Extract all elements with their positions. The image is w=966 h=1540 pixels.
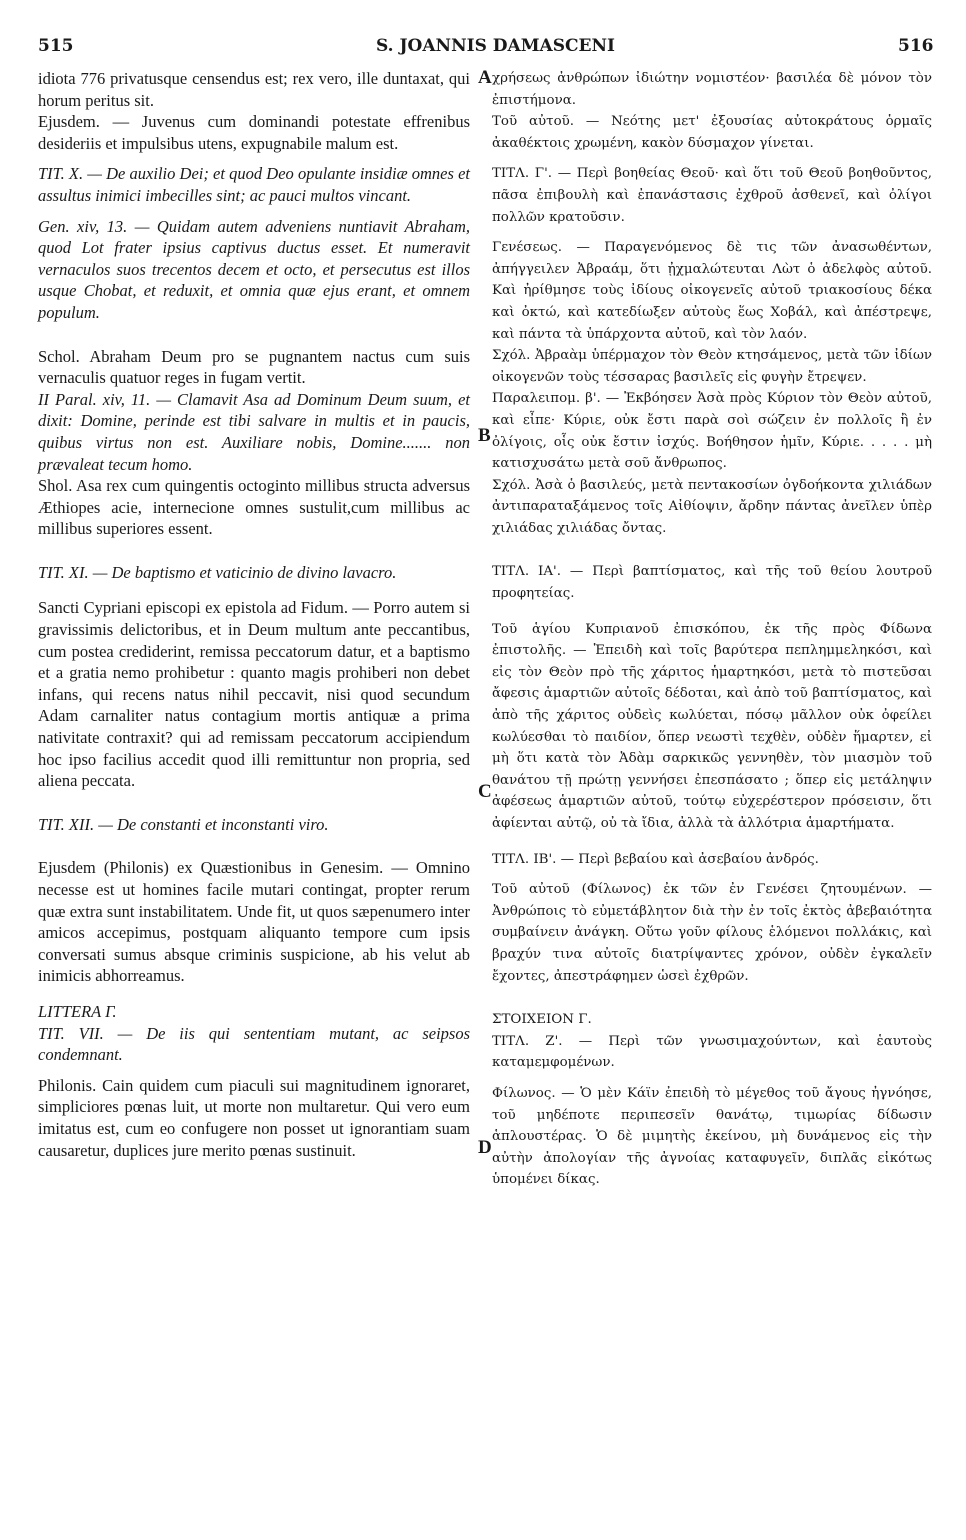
latin-paragraph: Gen. xiv, 13. — Quidam autem adveniens nuntiavit Abraham, quod Lot frater ipsius captivus ductus esset. Et numeravit vernaculos suos trecentos decem et octo, et persecutus est illos usque Chobat, et reduxit, et omnia quæ ejus erant, et omnem populum. bbox=[38, 216, 470, 322]
latin-paragraph: TIT. X. — De auxilio Dei; et quod Deo opulante insidiæ omnes et assultus inimici imbecilles sint; ac pauci multos vincant. bbox=[38, 164, 470, 205]
latin-paragraph: Sancti Cypriani episcopi ex epistola ad Fidum. — Porro autem si gravissimis delictoribus, et in Deum multum ante peccantibus, cum postea crediderint, remissa peccatorum datur, et a baptismo et a gratia nemo prohibetur : quanto magis prohiberi non debet infans, qui recens natus nihil peccavit, nisi quod secundum Adam carnaliter natus contagium mortis antiquæ a prima nativitate contraxit? qui ad remissam peccatorum accipiendum hoc ipso facilius accedit quod illi remittuntur non propria, sed aliena peccata. bbox=[38, 598, 470, 791]
latin-paragraph: LITTERA Γ. bbox=[38, 1001, 117, 1021]
greek-paragraph: ΣΤΟΙΧΕΙΟΝ Γ. bbox=[492, 1012, 592, 1028]
running-title: S. JOANNIS DAMASCENI bbox=[376, 36, 615, 56]
latin-paragraph: TIT. VII. — De iis qui sententiam mutant, ac seipsos condemnant. bbox=[38, 1023, 470, 1065]
margin-letter-a: A bbox=[478, 67, 492, 88]
latin-paragraph: Schol. Abraham Deum pro se pugnantem nactus cum suis vernaculis quatuor reges in fugam vertit. bbox=[38, 346, 470, 388]
greek-paragraph: ΤΙΤΛ. ΙΑ'. — Περὶ βαπτίσματος, καὶ τῆς τοῦ θείου λουτροῦ προφητείας. bbox=[492, 564, 932, 602]
latin-column bbox=[38, 68, 470, 1161]
greek-paragraph: Γενέσεως. — Παραγενόμενος δὲ τις τῶν ἀνασωθέντων, ἀπήγγειλεν Ἀβραάμ, ὅτι ᾐχμαλώτευται Λὼτ ὁ ἀδελφὸς αὐτοῦ. Καὶ ἠρίθμησε τοὺς ἰδίους οἰκογενεῖς αὐτοῦ τριακοσίους δέκα καὶ ὀκτώ, καὶ κατεδίωξεν αὐτοὺς ἕως Χοβάλ, καὶ ἀπέστρεψε, καὶ πάντα τὰ ὑπάρχοντα αὐτοῦ, καὶ τὸν λαόν. bbox=[492, 240, 932, 342]
latin-paragraph: Shol. Asa rex cum quingentis octoginto millibus structa adversus Æthiopes acie, internecione omnes sustulit,cum millibus ac millibus superiores essent. bbox=[38, 476, 470, 539]
greek-paragraph: Φίλωνος. — Ὁ μὲν Κάϊν ἐπειδὴ τὸ μέγεθος τοῦ ἄγους ἠγνόησε, τοῦ μηδέποτε περιπεσεῖν θανάτῳ, τιμωρίας δίδωσιν ἁπλουστέρας. Ὁ δὲ μιμητὴς ἐκείνου, μὴ δυνάμενος εἰς τὴν αὐτὴν ἀπολογίαν τῆς ἀγνοίας καταφυγεῖν, διπλᾶς εἰκότως ὑπομένει δίκας. bbox=[492, 1085, 932, 1188]
margin-letter-c: C bbox=[478, 781, 492, 802]
margin-letter-b: B bbox=[478, 425, 491, 446]
latin-paragraph: Ejusdem (Philonis) ex Quæstionibus in Genesim. — Omnino necesse est ut homines facile mutari contingat, propter rerum quæ extra sunt instabilitatem. Unde fit, ut quos sæpenumero inter amicos accepimus, postquam aliquanto tempore cum ipsis conversati sumus absque criminis suspicione, ab his velut ab inimicis abhorreamus. bbox=[38, 858, 470, 986]
greek-paragraph: Τοῦ αὐτοῦ (Φίλωνος) ἐκ τῶν ἐν Γενέσει ζητουμένων. — Ἀνθρώποις τὸ εὐμετάβλητον διὰ τὴν ἐν τοῖς ἐκτὸς ἀβεβαιότητα συμβαίνειν ἀνάγκη. Οὕτω γοῦν φίλους ἑλόμενοι πολλάκις, καὶ βραχύν τινα αὐτοῖς διατρίψαντες χρόνον, οὐδὲν ἐγκαλεῖν ἔχοντες, ἀπεστράφημεν ὡσεὶ ἐχθρῶν. bbox=[492, 882, 932, 984]
page-number-left: 515 bbox=[38, 36, 74, 56]
latin-paragraph: Philonis. Cain quidem cum piaculi sui magnitudinem ignoraret, simpliciores pœnas luit, ut morte non multaretur. Qui vero eum imitatus est, cum eo confugere non posset ut ignorantiam suam causaretur, duplices jure merito pœnas sustinuit. bbox=[38, 1075, 470, 1160]
greek-paragraph: Παραλειπομ. β'. — Ἐκβόησεν Ἀσὰ πρὸς Κύριον τὸν Θεὸν αὐτοῦ, καὶ εἶπε· Κύριε, οὐκ ἔστι παρὰ σοὶ σώζειν ἐν πολλοῖς ἢ ἐν ὀλίγοις, οἷς οὐκ ἔστιν ἰσχύς. Βοήθησον ἡμῖν, Κύριε. . . . . μὴ κατισχυσάτω μετὰ σοῦ ἄνθρωπος. bbox=[492, 391, 932, 472]
latin-paragraph: II Paral. xiv, 11. — Clamavit Asa ad Dominum Deum suum, et dixit: Domine, perinde est tibi salvare in multis et in paucis, quibus virtus non est. Auxiliare nobis, Domine....... non prævaleat tecum homo. bbox=[38, 389, 470, 474]
latin-paragraph: Ejusdem. — Juvenus cum dominandi potestate effrenibus desideriis et impulsibus utens, expugnabile malum est. bbox=[38, 112, 470, 153]
page-number-right: 516 bbox=[898, 36, 934, 56]
greek-paragraph: Σχόλ. Ἀσὰ ὁ βασιλεύς, μετὰ πεντακοσίων ὀγδοήκοντα χιλιάδων ἀντιπαραταξάμενος τοῖς Αἰθίοψιν, ἄρδην πάντας ἀνεῖλεν ὑπὲρ χιλιάδας χιλιάδας ὄντας. bbox=[492, 477, 932, 536]
greek-paragraph: ΤΙΤΛ. Γ'. — Περὶ βοηθείας Θεοῦ· καὶ ὅτι τοῦ Θεοῦ βοηθοῦντος, πᾶσα ἐπιβουλὴ καὶ ἐπανάστασις ἐχθροῦ ἀσθενεῖ, καὶ ὀλίγοι πολλῶν κρατοῦσιν. bbox=[492, 166, 932, 225]
greek-paragraph: ΤΙΤΛ. ΙΒ'. — Περὶ βεβαίου καὶ ἀσεβαίου ἀνδρός. bbox=[492, 851, 819, 867]
greek-paragraph: Σχόλ. Ἀβραὰμ ὑπέρμαχον τὸν Θεὸν κτησάμενος, μετὰ τῶν ἰδίων οἰκογενῶν τοὺς τέσσαρας βασιλεῖς εἰς φυγὴν ἔτρεψεν. bbox=[492, 348, 932, 385]
greek-paragraph: ΤΙΤΛ. Ζ'. — Περὶ τῶν γνωσιμαχούντων, καὶ ἑαυτοὺς καταμεμφομένων. bbox=[492, 1033, 932, 1071]
greek-column bbox=[492, 68, 932, 1191]
latin-paragraph: TIT. XII. — De constanti et inconstanti viro. bbox=[38, 814, 329, 834]
margin-letter-d: D bbox=[478, 1137, 492, 1158]
greek-paragraph: Τοῦ αὐτοῦ. — Νεότης μετ' ἐξουσίας αὐτοκράτους ὁρμαῖς ἀκαθέκτοις χρωμένη, κακὸν δύσμαχον γίνεται. bbox=[492, 114, 932, 151]
latin-paragraph: TIT. XI. — De baptismo et vaticinio de divino lavacro. bbox=[38, 562, 397, 582]
greek-paragraph: Τοῦ ἁγίου Κυπριανοῦ ἐπισκόπου, ἐκ τῆς πρὸς Φίδωνα ἐπιστολῆς. — Ἐπειδὴ καὶ τοῖς βαρύτερα πεπλημμεληκόσι, καὶ εἰς τὸν Θεὸν πρὸ τῆς χάριτος ἡμαρτηκόσι, μετὰ τὸ πιστεῦσαι ἄφεσις ἁμαρτιῶν αὐτοῖς δέδοται, καὶ ἀπὸ τοῦ βαπτίσματος, καὶ ἀπὸ τῆς χάριτος οὐδεὶς κωλύεται, πόσῳ μᾶλλον οὐκ ὀφείλει κωλύεσθαι τὸ παιδίον, ὅπερ νεωστὶ τεχθὲν, οὐδὲν ἥμαρτεν, εἰ μὴ ὅτι κατὰ τὸν Ἀδὰμ σαρκικῶς γεννηθὲν, τὸν μιασμὸν τοῦ θανάτου τῇ πρώτῃ γεννήσει ἐπεσπάσατο ; ὅπερ εἰς μετάληψιν ἀφέσεως ἁμαρτιῶν αὐτοῦ, τούτῳ εὐχερέστερον πρόσεισιν, ὅτι ἀφίενται αὐτῷ, οὐ τὰ ἴδια, ἀλλὰ τὰ ἀλλότρια ἁμαρτήματα. bbox=[492, 621, 932, 831]
greek-paragraph: χρήσεως ἀνθρώπων ἰδιώτην νομιστέον· βασιλέα δὲ μόνον τὸν ἐπιστήμονα. bbox=[492, 71, 932, 108]
latin-paragraph: idiota 776 privatusque censendus est; rex vero, ille duntaxat, qui horum peritus sit. bbox=[38, 69, 470, 110]
